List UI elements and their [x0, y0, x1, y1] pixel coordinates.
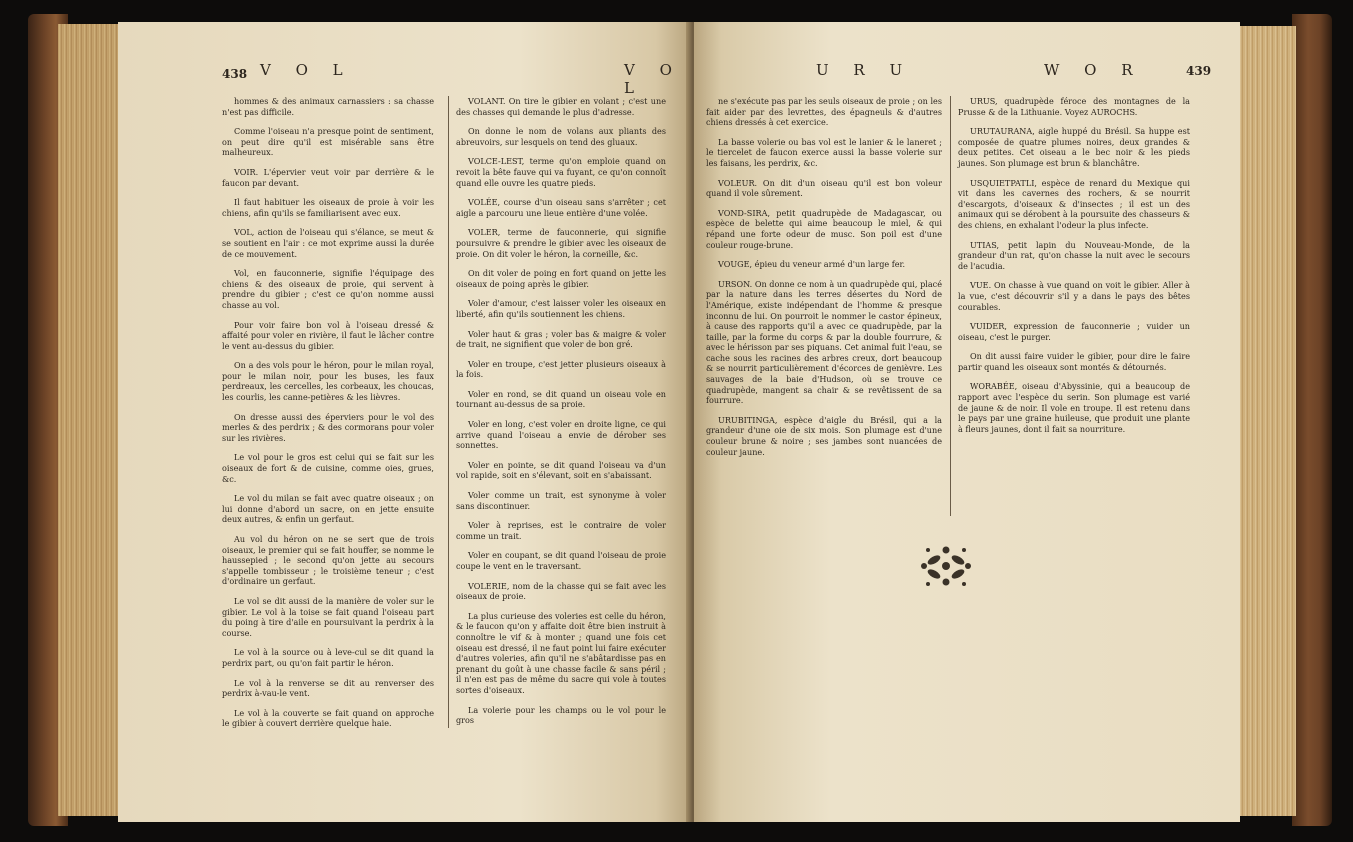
entry-paragraph: La basse volerie ou bas vol est le lanier & le laneret ; le tiercelet de faucon exerce aussi la basse volerie sur les faisans, les perdrix, &c. [706, 136, 942, 168]
entry-paragraph: On dit aussi faire vuider le gibier, pour dire le faire partir quand les oiseaux sont montés & détournés. [958, 351, 1190, 372]
entry-paragraph: Comme l'oiseau n'a presque point de sentiment, on peut dire qu'il est misérable sans être malheureux. [222, 126, 434, 158]
entry-paragraph: URSON. On donne ce nom à un quadrupède qui, placé par la nature dans les terres désertes du Nord de l'Amérique, existe indépendant de l'homme & presque inconnu de lui. On pourroit le nommer le castor épineux, à cause des rapports qu'il a avec ce quadrupède, par la taille, par la forme du corps & par la double fourrure, & avec le hérisson par ses piquans. Cet animal fuit l'eau, se cache sous les racines des arbres creux, dort beaucoup & se nourrit particulièrement d'écorces de genièvre. Les sauvages de la baie d'Hudson, où se trouve ce quadrupède, mangent sa chair & se revêtissent de sa fourrure. [706, 278, 942, 406]
entry-paragraph: On donne le nom de volans aux pliants des abreuvoirs, sur lesquels on tend des gluaux. [456, 126, 666, 147]
entry-paragraph: On a des vols pour le héron, pour le milan royal, pour le milan noir, pour les buses, les faux perdreaux, les cercelles, les corbeaux, les choucas, les courlis, les canne-petières & les lièvres. [222, 360, 434, 403]
entry-paragraph: Le vol du milan se fait avec quatre oiseaux ; on lui donne d'abord un sacre, on en jette ensuite deux autres, & enfin un gerfaut. [222, 493, 434, 525]
entry-paragraph: VOLERIE, nom de la chasse qui se fait avec les oiseaux de proie. [456, 580, 666, 602]
entry-paragraph: Vol, en fauconnerie, signifie l'équipage des chiens & des oiseaux de proie, qui servent à prendre du gibier ; c'est ce qu'on nomme aussi chasse au vol. [222, 268, 434, 310]
entry-paragraph: Pour voir faire bon vol à l'oiseau dressé & affaité pour voler en rivière, il faut le lâcher contre le vent au-dessus du gibier. [222, 319, 434, 351]
entry-paragraph: UTIAS, petit lapin du Nouveau-Monde, de la grandeur d'un rat, qu'on chasse la nuit avec le secours de l'acudia. [958, 239, 1190, 271]
left-page-number: 438 [222, 67, 248, 81]
entry-paragraph: VOIR. L'épervier veut voir par derrière & le faucon par devant. [222, 166, 434, 188]
entry-paragraph: Voler en rond, se dit quand un oiseau vole en tournant au-dessus de sa proie. [456, 388, 666, 410]
right-page-header [724, 61, 1212, 94]
entry-paragraph: Le vol se dit aussi de la manière de voler sur le gibier. Le vol à la toise se fait quand l'oiseau part du poing à tire d'aile en poursuivant la perdrix à la course. [222, 595, 434, 638]
entry-paragraph: Voler en long, c'est voler en droite ligne, ce qui arrive quand l'oiseau a envie de dérober ses sonnettes. [456, 419, 666, 451]
entry-paragraph: Il faut habituer les oiseaux de proie à voir les chiens, afin qu'ils se familiarisent avec eux. [222, 197, 434, 218]
entry-paragraph: La volerie pour les champs ou le vol pour le gros [456, 704, 666, 726]
entry-paragraph: Le vol à la source ou à leve-cul se dit quand la perdrix part, ou qu'on fait partir le héron. [222, 647, 434, 668]
right-header-word-left: U R U [816, 61, 913, 79]
left-page-edges [58, 24, 120, 816]
entry-paragraph: VOLER, terme de fauconnerie, qui signifie poursuivre & prendre le gibier avec les oiseaux de proie. On dit voler le héron, la corneille, &c. [456, 227, 666, 259]
entry-paragraph: Le vol pour le gros est celui qui se fait sur les oiseaux de fort & de cuisine, comme oies, grues, &c. [222, 452, 434, 484]
right-page [694, 22, 1240, 822]
entry-paragraph: URUBITINGA, espèce d'aigle du Brésil, qui a la grandeur d'une oie de six mois. Son plumage est d'une couleur brune & noire ; ses jambes sont nuancées de couleur jaune. [706, 414, 942, 457]
entry-paragraph: Voler en troupe, c'est jetter plusieurs oiseaux à la fois. [456, 358, 666, 380]
left-page-column-2 [456, 96, 666, 735]
left-column-rule [448, 96, 449, 728]
entry-paragraph: La plus curieuse des voleries est celle du héron, & le faucon qu'on y affaite doit être bien instruit à connoître le vif & à monter ; quand une fois cet oiseau est dressé, il ne faut point lui faire exécuter d'autres voleries, afin qu'il ne s'abâtardisse pas en prenant du goût à une chasse facile & sans péril ; il n'en est pas de même du sacre qui vole à toutes sortes d'oiseaux. [456, 610, 666, 695]
floral-fleuron-icon [916, 542, 976, 590]
entry-paragraph: VOLÉE, course d'un oiseau sans s'arrêter ; cet aigle a parcouru une lieue entière d'une volée. [456, 197, 666, 218]
right-cover [1292, 14, 1332, 826]
entry-paragraph: On dit voler de poing en fort quand on jette les oiseaux de poing après le gibier. [456, 268, 666, 289]
entry-paragraph: Voler à reprises, est le contraire de voler comme un trait. [456, 520, 666, 541]
entry-paragraph: VUE. On chasse à vue quand on voit le gibier. Aller à la vue, c'est découvrir s'il y a dans le pays des bêtes courables. [958, 280, 1190, 312]
entry-paragraph: Voler comme un trait, est synonyme à voler sans discontinuer. [456, 490, 666, 511]
right-page-column-1 [706, 96, 942, 466]
entry-paragraph: ne s'exécute pas par les seuls oiseaux de proie ; on les fait aider par des levrettes, des épagneuls & d'autres chiens dressés à cet exercice. [706, 96, 942, 128]
left-page-header [222, 61, 682, 97]
entry-paragraph: URUTAURANA, aigle huppé du Brésil. Sa huppe est composée de quatre plumes noires, deux grandes & deux petites. Cet oiseau a le bec noir & les pieds jaunes. Son plumage est brun & blanchâtre. [958, 126, 1190, 168]
entry-paragraph: Voler en coupant, se dit quand l'oiseau de proie coupe le vent en le traversant. [456, 550, 666, 571]
entry-paragraph: VOLANT. On tire le gibier en volant ; c'est une des chasses qui demande le plus d'adresse. [456, 96, 666, 117]
entry-paragraph: VOND-SIRA, petit quadrupède de Madagascar, ou espèce de belette qui aime beaucoup le miel, & qui répand une forte odeur de musc. Son poil est d'une couleur rouge-brune. [706, 207, 942, 250]
left-page-column-1 [222, 96, 434, 738]
entry-paragraph: Voler d'amour, c'est laisser voler les oiseaux en liberté, afin qu'ils soutiennent les chiens. [456, 298, 666, 319]
entry-paragraph: Le vol à la renverse se dit au renverser des perdrix à-vau-le vent. [222, 677, 434, 699]
entry-paragraph: Voler haut & gras ; voler bas & maigre & voler de trait, ne signifient que voler de bon gré. [456, 328, 666, 350]
entry-paragraph: Le vol à la couverte se fait quand on approche le gibier à couvert derrière quelque haie. [222, 707, 434, 729]
left-header-word-right: V O L [624, 61, 682, 97]
entry-paragraph: On dresse aussi des éperviers pour le vol des merles & des perdrix ; & des cormorans pour voler sur les rivières. [222, 411, 434, 443]
right-page-edges [1234, 26, 1296, 816]
right-column-rule [950, 96, 951, 516]
right-header-word-right: W O R [1044, 61, 1143, 79]
entry-paragraph: WORABÉE, oiseau d'Abyssinie, qui a beaucoup de rapport avec l'espèce du serin. Son plumage est varié de jaune & de noir. Il vole en troupe. Il est retenu dans le pays par une graine huileuse, que produit une plante à fleurs jaunes, dont il fait sa nourriture. [958, 381, 1190, 434]
entry-paragraph: USQUIETPATLI, espèce de renard du Mexique qui vit dans les cavernes des rochers, & se nourrit d'escargots, d'oiseaux & d'insectes ; il est un des animaux qui se dérobent à la poursuite des chasseurs & des chiens, en exhalant l'odeur la plus infecte. [958, 177, 1190, 230]
entry-paragraph: VOL, action de l'oiseau qui s'élance, se meut & se soutient en l'air : ce mot exprime aussi la durée de ce mouvement. [222, 227, 434, 259]
entry-paragraph: hommes & des animaux carnassiers : sa chasse n'est pas difficile. [222, 96, 434, 117]
entry-paragraph: VUIDER, expression de fauconnerie ; vuider un oiseau, c'est le purger. [958, 321, 1190, 342]
entry-paragraph: Voler en pointe, se dit quand l'oiseau va d'un vol rapide, soit en s'élevant, soit en s'abaissant. [456, 459, 666, 481]
left-page [118, 22, 690, 822]
entry-paragraph: VOLCE-LEST, terme qu'on emploie quand on revoit la bête fauve qui va fuyant, ce qu'on connoît quand elle ouvre les quatre pieds. [456, 156, 666, 188]
left-header-word-left: V O L [260, 61, 353, 79]
entry-paragraph: VOUGE, épieu du veneur armé d'un large fer. [718, 259, 906, 270]
right-page-column-2 [958, 96, 1190, 443]
entry-paragraph: VOLEUR. On dit d'un oiseau qu'il est bon voleur quand il vole sûrement. [706, 177, 942, 199]
entry-paragraph: Au vol du héron on ne se sert que de trois oiseaux, le premier qui se fait houffer, se nomme le haussepied ; le second qu'on jette au secours s'appelle tombisseur ; le troisième teneur ; c'est d'ordinaire un gerfaut. [222, 534, 434, 587]
entry-paragraph: URUS, quadrupède féroce des montagnes de la Prusse & de la Lithuanie. Voyez AUROCHS. [958, 96, 1190, 117]
right-page-number: 439 [1186, 64, 1212, 78]
